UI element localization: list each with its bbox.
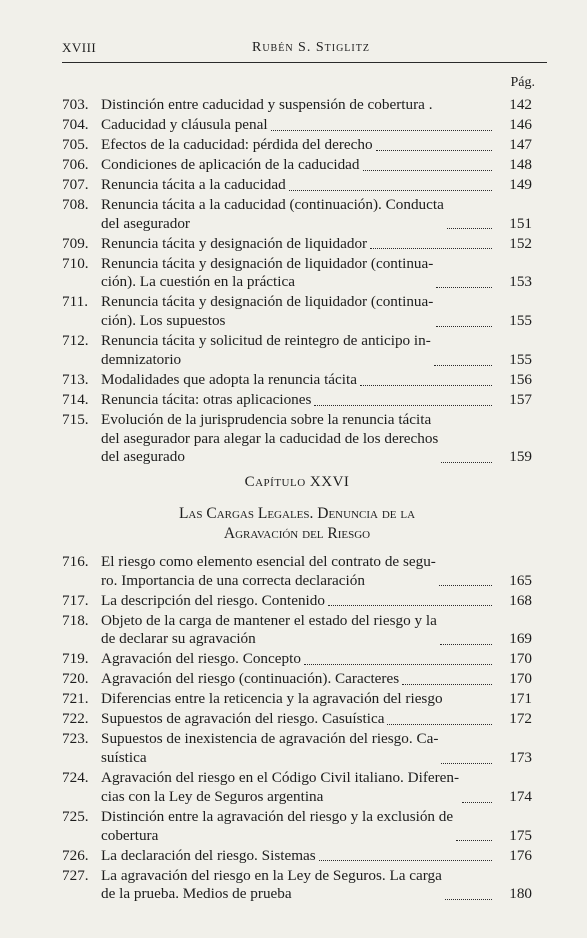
toc-entry-page: 151 bbox=[509, 214, 532, 232]
toc-entry-body bbox=[101, 196, 532, 233]
toc-entry-line: Distinción entre caducidad y suspensión de cobertura . bbox=[101, 96, 433, 113]
toc-entry-body bbox=[101, 176, 532, 195]
dot-leader bbox=[436, 287, 492, 288]
dot-leader bbox=[328, 605, 492, 606]
toc-entry-number: 722. bbox=[62, 710, 89, 728]
toc-entry-line: Modalidades que adopta la renuncia tácita bbox=[101, 370, 357, 388]
toc-entry bbox=[62, 808, 532, 845]
toc-entry-number: 725. bbox=[62, 807, 89, 825]
dot-leader bbox=[441, 763, 492, 764]
toc-entry-page: 155 bbox=[509, 350, 532, 368]
dot-leader bbox=[314, 405, 492, 406]
toc-entry-line: Efectos de la caducidad: pérdida del derecho bbox=[101, 136, 373, 153]
toc-entry-title bbox=[101, 391, 311, 410]
toc-entry-line: ción). La cuestión en la práctica bbox=[101, 273, 295, 291]
toc-entry-line: Agravación del riesgo. Concepto bbox=[101, 650, 301, 668]
toc-entry-page: 142 bbox=[509, 96, 532, 113]
toc-entry-page: 176 bbox=[509, 846, 532, 864]
toc-entry-title bbox=[101, 730, 438, 767]
toc-entry-line: ción). Los supuestos bbox=[101, 312, 226, 330]
toc-entry-line: Distinción entre la agravación del riesgo y la exclusión de bbox=[101, 807, 454, 825]
toc-entry-body bbox=[101, 332, 532, 369]
toc-entry-page: 147 bbox=[509, 136, 532, 153]
toc-entry-title bbox=[101, 411, 438, 467]
toc-entry-title bbox=[101, 371, 357, 390]
toc-entry-title bbox=[101, 690, 443, 709]
dot-leader bbox=[387, 724, 492, 725]
toc-entry-number: 724. bbox=[62, 769, 89, 787]
toc-entry-number: 719. bbox=[62, 650, 89, 668]
toc-entry-body bbox=[101, 553, 532, 590]
toc-entry-line: Agravación del riesgo en el Código Civil italiano. Diferen- bbox=[101, 769, 460, 787]
toc-entry-title bbox=[101, 196, 444, 233]
toc-entry-number: 720. bbox=[62, 670, 89, 688]
toc-entry-body bbox=[101, 670, 532, 689]
toc-entry-line: de la prueba. Medios de prueba bbox=[101, 885, 292, 903]
running-author: Rubén S. Stiglitz bbox=[252, 40, 370, 55]
toc-entry-line: suística bbox=[101, 749, 147, 767]
toc-entry-title bbox=[101, 592, 325, 611]
toc-entry-title bbox=[101, 136, 373, 155]
dot-leader bbox=[439, 585, 492, 586]
toc-entry-line: Diferencias entre la reticencia y la agravación del riesgo bbox=[101, 690, 443, 708]
toc-entry-line: ro. Importancia de una correcta declaración bbox=[101, 571, 365, 589]
toc-entry-page: 169 bbox=[509, 630, 532, 648]
toc-entry-page: 153 bbox=[509, 273, 532, 291]
toc-entry-number: 717. bbox=[62, 591, 89, 609]
toc-entry bbox=[62, 196, 532, 233]
toc-entry-body bbox=[101, 847, 532, 866]
toc-entry-body bbox=[101, 650, 532, 669]
toc-entry-line: Renuncia tácita y designación de liquidador (continua- bbox=[101, 293, 434, 311]
toc-entry-body bbox=[101, 867, 532, 904]
toc-entry-number: 704. bbox=[62, 116, 89, 133]
toc-entry-page: 175 bbox=[509, 826, 532, 844]
chapter-title: Las Cargas Legales. Denuncia de la Agravación del Riesgo bbox=[178, 505, 416, 542]
toc-entry bbox=[62, 847, 532, 866]
toc-entry-body bbox=[101, 293, 532, 330]
toc-entry bbox=[62, 176, 532, 195]
dot-leader bbox=[456, 840, 492, 841]
toc-entry-body bbox=[101, 391, 532, 410]
toc-entry bbox=[62, 670, 532, 689]
toc-entry-title bbox=[101, 116, 268, 135]
toc-entry-page: 172 bbox=[509, 710, 532, 728]
toc-entry-number: 706. bbox=[62, 156, 89, 173]
toc-section-1 bbox=[62, 96, 532, 468]
toc-entry bbox=[62, 411, 532, 467]
toc-entry-line: Renuncia tácita y designación de liquidador bbox=[101, 234, 368, 252]
toc-entry-title bbox=[101, 847, 316, 866]
toc-entry-page: 156 bbox=[509, 370, 532, 388]
toc-entry-number: 709. bbox=[62, 234, 89, 252]
toc-entry-title bbox=[101, 650, 301, 669]
toc-entry bbox=[62, 116, 532, 135]
toc-entry-line: Renuncia tácita: otras aplicaciones bbox=[101, 390, 312, 408]
toc-entry-number: 716. bbox=[62, 553, 89, 570]
toc-entry-page: 174 bbox=[509, 787, 532, 805]
dot-leader bbox=[289, 190, 492, 191]
toc-entry bbox=[62, 769, 532, 806]
toc-entry-title bbox=[101, 808, 453, 845]
toc-entry-title bbox=[101, 670, 399, 689]
toc-entry-body bbox=[101, 411, 532, 467]
toc-entry bbox=[62, 391, 532, 410]
toc-entry-line: cobertura bbox=[101, 826, 159, 844]
toc-entry-number: 723. bbox=[62, 730, 89, 748]
toc-entry-number: 711. bbox=[62, 293, 89, 311]
toc-entry-line: La declaración del riesgo. Sistemas bbox=[101, 846, 316, 864]
dot-leader bbox=[440, 644, 492, 645]
dot-leader bbox=[376, 150, 492, 151]
toc-entry bbox=[62, 690, 532, 709]
toc-entry-body bbox=[101, 371, 532, 390]
toc-entry-page: 180 bbox=[509, 885, 532, 903]
toc-entry-number: 712. bbox=[62, 332, 89, 350]
toc-entry-page: 170 bbox=[509, 670, 532, 688]
dot-leader bbox=[370, 248, 492, 249]
toc-entry bbox=[62, 96, 532, 115]
toc-entry-body bbox=[101, 612, 532, 649]
toc-entry bbox=[62, 612, 532, 649]
toc-entry-page: 159 bbox=[509, 448, 532, 466]
dot-leader bbox=[447, 228, 492, 229]
chapter-label: Capítulo XXVI bbox=[244, 474, 350, 490]
dot-leader bbox=[402, 684, 492, 685]
toc-entry bbox=[62, 255, 532, 292]
toc-entry-title bbox=[101, 255, 433, 292]
toc-entry-number: 727. bbox=[62, 866, 89, 884]
dot-leader bbox=[363, 170, 492, 171]
toc-entry-title bbox=[101, 553, 436, 590]
toc-entry-body bbox=[101, 730, 532, 767]
toc-entry-page: 165 bbox=[509, 571, 532, 589]
toc-entry-line: La agravación del riesgo en la Ley de Seguros. La carga bbox=[101, 866, 442, 884]
toc-entry bbox=[62, 553, 532, 590]
toc-entry-line: Caducidad y cláusula penal bbox=[101, 116, 268, 133]
toc-entry-body bbox=[101, 96, 532, 115]
dot-leader bbox=[436, 326, 492, 327]
toc-entry-number: 726. bbox=[62, 846, 89, 864]
toc-entry-page: 155 bbox=[509, 312, 532, 330]
running-head bbox=[62, 38, 547, 63]
toc-entry bbox=[62, 592, 532, 611]
toc-entry-line: de declarar su agravación bbox=[101, 630, 256, 648]
toc-entry-page: 157 bbox=[509, 390, 532, 408]
toc-entry-title bbox=[101, 332, 431, 369]
toc-entry-line: La descripción del riesgo. Contenido bbox=[101, 591, 325, 609]
toc-entry-line: del asegurado bbox=[101, 448, 185, 466]
dot-leader bbox=[462, 802, 492, 803]
dot-leader bbox=[319, 860, 492, 861]
toc-entry-line: del asegurador bbox=[101, 214, 190, 232]
toc-entry bbox=[62, 156, 532, 175]
toc-entry-line: Renuncia tácita y designación de liquidador (continua- bbox=[101, 254, 434, 272]
toc-entry-line: Agravación del riesgo (continuación). Caracteres bbox=[101, 670, 400, 688]
toc-entry-number: 718. bbox=[62, 611, 89, 629]
toc-entry-page: 170 bbox=[509, 650, 532, 668]
toc-entry-title bbox=[101, 710, 384, 729]
chapter-heading bbox=[62, 474, 532, 544]
toc-entry-number: 707. bbox=[62, 176, 89, 193]
page-folio: XVIII bbox=[62, 40, 97, 55]
toc-entry-line: Supuestos de agravación del riesgo. Casuística bbox=[101, 710, 385, 728]
toc-entry-title bbox=[101, 867, 442, 904]
toc-entry bbox=[62, 371, 532, 390]
toc-entry-page: 148 bbox=[509, 156, 532, 173]
toc-entry-body bbox=[101, 808, 532, 845]
toc-entry bbox=[62, 710, 532, 729]
toc-section-2 bbox=[62, 553, 532, 905]
toc-entry-body bbox=[101, 255, 532, 292]
toc-entry-body bbox=[101, 592, 532, 611]
toc-entry-line: cias con la Ley de Seguros argentina bbox=[101, 787, 324, 805]
dot-leader bbox=[445, 899, 492, 900]
toc-entry-title bbox=[101, 156, 360, 175]
toc-entry-body bbox=[101, 136, 532, 155]
toc-entry-page: 168 bbox=[509, 591, 532, 609]
toc-entry-title bbox=[101, 293, 433, 330]
page-column-label: Pág. bbox=[510, 75, 535, 90]
toc-entry-number: 713. bbox=[62, 370, 89, 388]
toc-entry-number: 710. bbox=[62, 254, 89, 272]
dot-leader bbox=[434, 365, 492, 366]
toc-entry bbox=[62, 332, 532, 369]
toc-entry-number: 721. bbox=[62, 690, 89, 708]
toc-entry-page: 149 bbox=[509, 176, 532, 193]
toc-entry-title bbox=[101, 176, 286, 195]
toc-entry-page: 173 bbox=[509, 749, 532, 767]
dot-leader bbox=[271, 130, 492, 131]
toc-entry-number: 708. bbox=[62, 196, 89, 213]
toc-entry-line: Renuncia tácita a la caducidad bbox=[101, 176, 286, 193]
toc-entry bbox=[62, 867, 532, 904]
toc-entry-body bbox=[101, 116, 532, 135]
toc-entry-line: Renuncia tácita a la caducidad (continuación). Conducta bbox=[101, 196, 444, 213]
toc-entry-page: 152 bbox=[509, 234, 532, 252]
toc-entry-page: 171 bbox=[509, 690, 532, 708]
toc-entry-body bbox=[101, 769, 532, 806]
toc-entry-line: del asegurador para alegar la caducidad de los derechos bbox=[101, 429, 439, 447]
toc-entry bbox=[62, 730, 532, 767]
toc-entry-line: Condiciones de aplicación de la caducidad bbox=[101, 156, 360, 173]
toc-entry-body bbox=[101, 690, 532, 709]
toc-entry-number: 703. bbox=[62, 96, 89, 113]
toc-entry-title bbox=[101, 769, 459, 806]
toc-entry bbox=[62, 650, 532, 669]
toc-entry-title bbox=[101, 612, 437, 649]
toc-entry-line: demnizatorio bbox=[101, 350, 182, 368]
toc-entry-title bbox=[101, 96, 433, 115]
toc-entry-number: 715. bbox=[62, 410, 89, 428]
toc-entry-number: 714. bbox=[62, 390, 89, 408]
dot-leader bbox=[441, 462, 492, 463]
toc-entry bbox=[62, 235, 532, 254]
dot-leader bbox=[360, 385, 492, 386]
dot-leader bbox=[304, 664, 492, 665]
toc-entry bbox=[62, 293, 532, 330]
toc-entry-line: El riesgo como elemento esencial del contrato de segu- bbox=[101, 553, 436, 570]
toc-entry-line: Renuncia tácita y solicitud de reintegro de anticipo in- bbox=[101, 332, 431, 350]
toc-entry-line: Supuestos de inexistencia de agravación del riesgo. Ca- bbox=[101, 730, 439, 748]
toc-entry bbox=[62, 136, 532, 155]
toc-entry-number: 705. bbox=[62, 136, 89, 153]
toc-entry-body bbox=[101, 156, 532, 175]
toc-entry-body bbox=[101, 710, 532, 729]
toc-entry-page: 146 bbox=[509, 116, 532, 133]
toc-entry-title bbox=[101, 235, 367, 254]
toc-entry-line: Evolución de la jurisprudencia sobre la renuncia tácita bbox=[101, 410, 432, 428]
toc-entry-line: Objeto de la carga de mantener el estado del riesgo y la bbox=[101, 611, 437, 629]
toc-entry-body bbox=[101, 235, 532, 254]
